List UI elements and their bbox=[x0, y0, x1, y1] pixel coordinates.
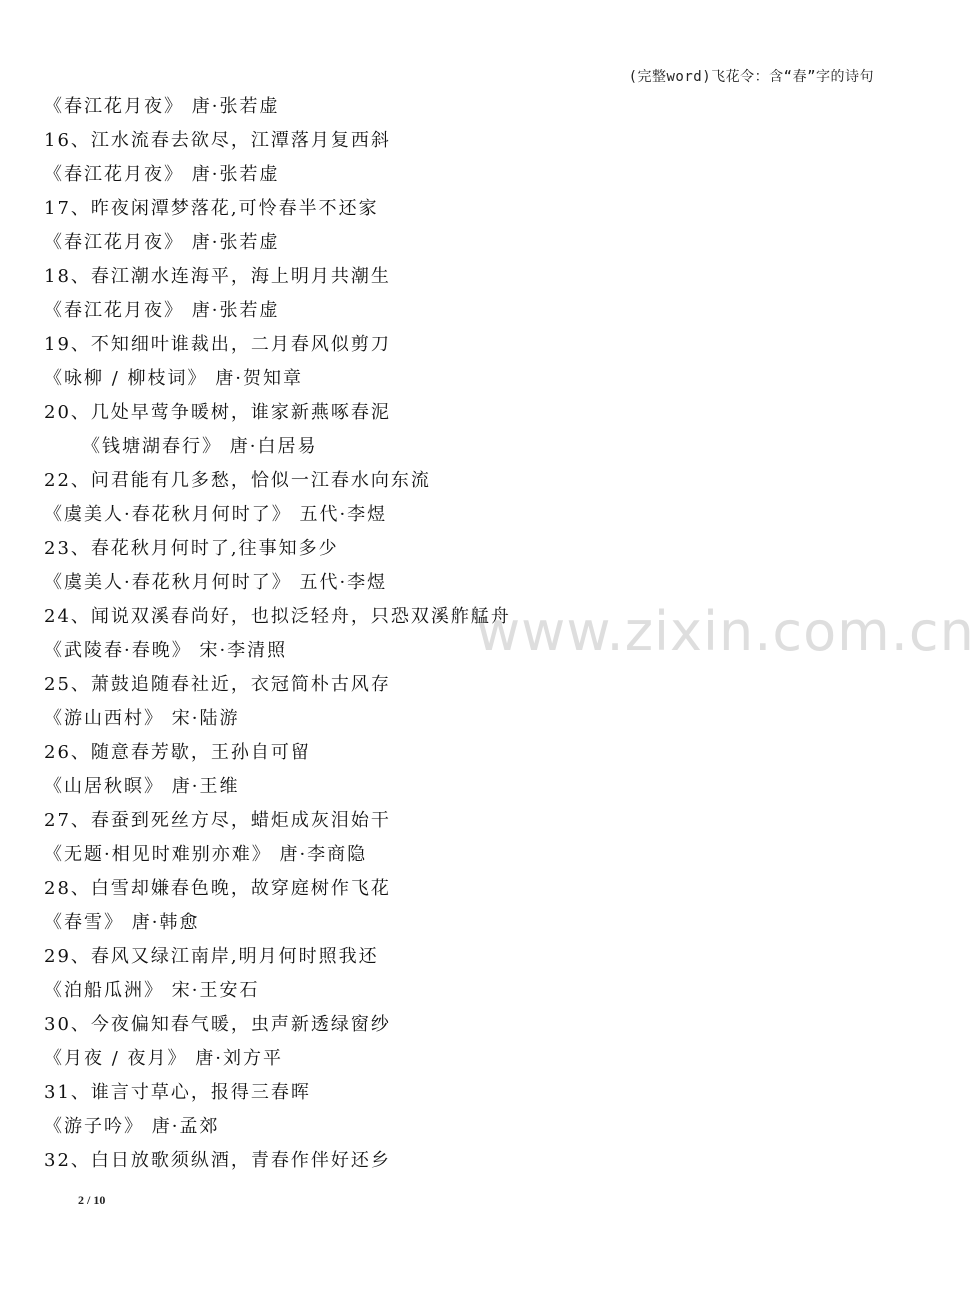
page-number: 2 / 10 bbox=[78, 1193, 106, 1207]
text-line: 28、白雪却嫌春色晚，故穿庭树作飞花 bbox=[44, 878, 391, 899]
text-line: 16、江水流春去欲尽，江潭落月复西斜 bbox=[44, 130, 391, 151]
text-line: 31、谁言寸草心，报得三春晖 bbox=[44, 1082, 311, 1103]
poem-list bbox=[44, 92, 884, 1180]
text-line: 《春江花月夜》 唐·张若虚 bbox=[44, 232, 280, 253]
text-line: 《月夜 / 夜月》 唐·刘方平 bbox=[44, 1048, 283, 1069]
text-line: 《春江花月夜》 唐·张若虚 bbox=[44, 96, 280, 117]
text-line: 《武陵春·春晚》 宋·李清照 bbox=[44, 640, 288, 661]
text-line: 《咏柳 / 柳枝词》 唐·贺知章 bbox=[44, 368, 303, 389]
text-line: 《游子吟》 唐·孟郊 bbox=[44, 1116, 220, 1137]
text-line: 《春江花月夜》 唐·张若虚 bbox=[44, 164, 280, 185]
text-line: 《虞美人·春花秋月何时了》 五代·李煜 bbox=[44, 572, 388, 593]
text-line: 20、几处早莺争暖树，谁家新燕啄春泥 bbox=[44, 402, 391, 423]
text-line: 18、春江潮水连海平，海上明月共潮生 bbox=[44, 266, 391, 287]
text-line: 23、春花秋月何时了,往事知多少 bbox=[44, 538, 339, 559]
text-line: 29、春风又绿江南岸,明月何时照我还 bbox=[44, 946, 379, 967]
text-line: 17、昨夜闲潭梦落花,可怜春半不还家 bbox=[44, 198, 379, 219]
text-line: 《泊船瓜洲》 宋·王安石 bbox=[44, 980, 260, 1001]
text-line: 26、随意春芳歇，王孙自可留 bbox=[44, 742, 311, 763]
text-line: 《游山西村》 宋·陆游 bbox=[44, 708, 240, 729]
text-line: 32、白日放歌须纵酒，青春作伴好还乡 bbox=[44, 1150, 391, 1171]
text-line: 《钱塘湖春行》 唐·白居易 bbox=[82, 436, 318, 457]
text-line: 24、闻说双溪春尚好，也拟泛轻舟，只恐双溪舴艋舟 bbox=[44, 606, 511, 627]
text-line: 《虞美人·春花秋月何时了》 五代·李煜 bbox=[44, 504, 388, 525]
text-line: 《春江花月夜》 唐·张若虚 bbox=[44, 300, 280, 321]
text-line: 30、今夜偏知春气暖，虫声新透绿窗纱 bbox=[44, 1014, 391, 1035]
text-line: 《春雪》 唐·韩愈 bbox=[44, 912, 200, 933]
text-line: 《山居秋暝》 唐·王维 bbox=[44, 776, 240, 797]
text-line: 《无题·相见时难别亦难》 唐·李商隐 bbox=[44, 844, 368, 865]
watermark: www.zixin.com.cn bbox=[476, 600, 975, 663]
text-line: 19、不知细叶谁裁出，二月春风似剪刀 bbox=[44, 334, 391, 355]
document-header-title: (完整word)飞花令：含“春”字的诗句 bbox=[628, 69, 874, 85]
text-line: 27、春蚕到死丝方尽，蜡炬成灰泪始干 bbox=[44, 810, 391, 831]
text-line: 22、问君能有几多愁，恰似一江春水向东流 bbox=[44, 470, 431, 491]
text-line: 25、萧鼓追随春社近，衣冠简朴古风存 bbox=[44, 674, 391, 695]
